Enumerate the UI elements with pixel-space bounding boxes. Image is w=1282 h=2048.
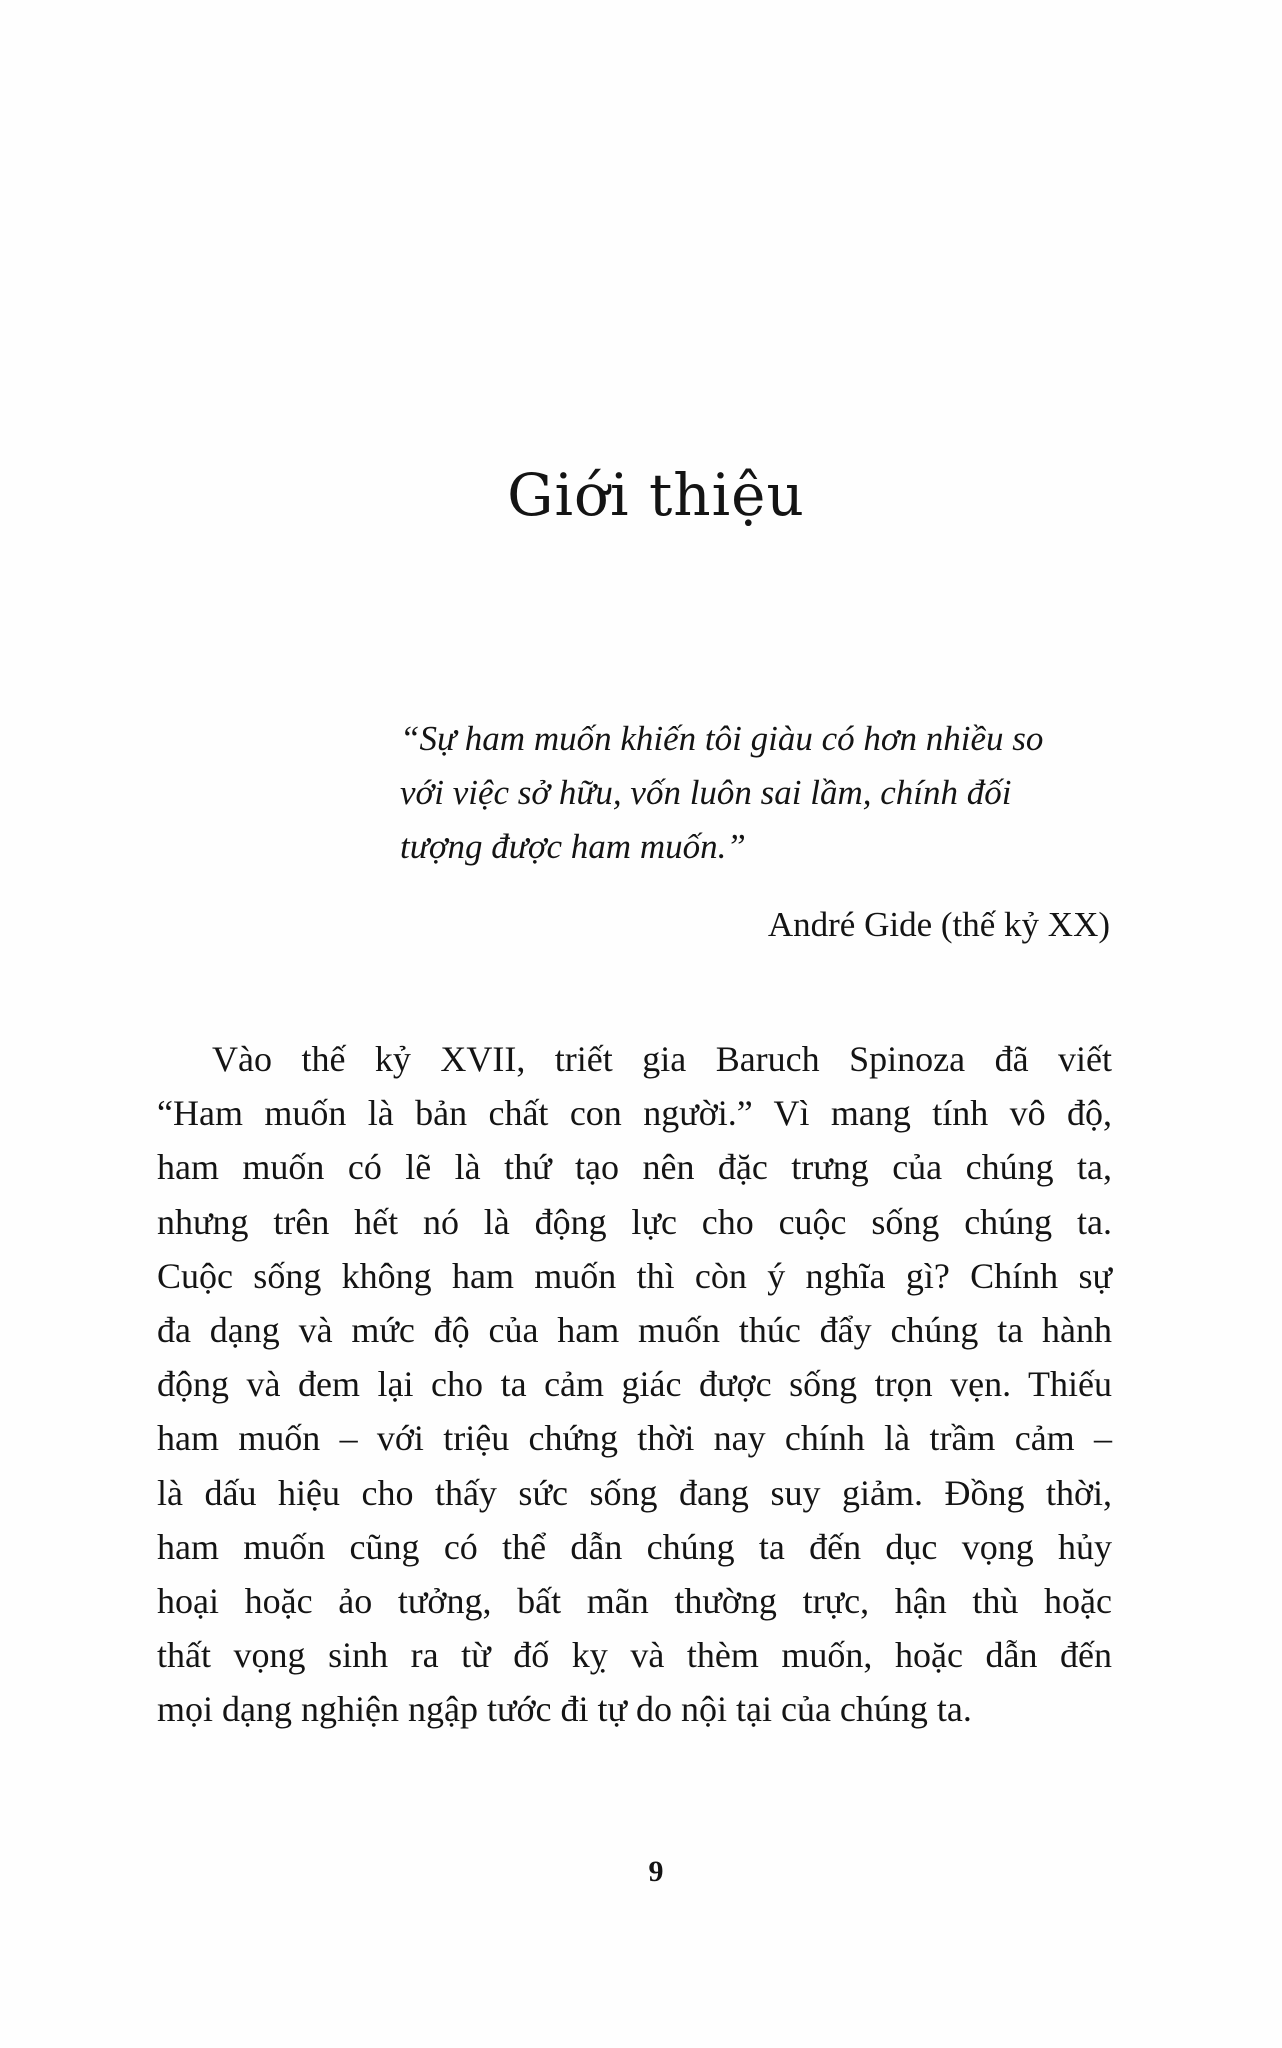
chapter-title: Giới thiệu (507, 461, 805, 529)
body-line: đa dạng và mức độ của ham muốn thúc đẩy chúng ta hành (157, 1310, 1112, 1351)
body-line: thất vọng sinh ra từ đố kỵ và thèm muốn, hoặc dẫn đến (157, 1635, 1112, 1676)
body-line: động và đem lại cho ta cảm giác được sống trọn vẹn. Thiếu (157, 1364, 1112, 1405)
epigraph-quote (400, 712, 1120, 874)
body-line: Cuộc sống không ham muốn thì còn ý nghĩa gì? Chính sự (157, 1255, 1112, 1296)
body-line: nhưng trên hết nó là động lực cho cuộc sống chúng ta. (157, 1201, 1112, 1242)
epigraph (400, 712, 1120, 874)
epigraph-attribution: André Gide (thế kỷ XX) (767, 905, 1110, 944)
body-line: mọi dạng nghiện ngập tước đi tự do nội tại của chúng ta. (157, 1689, 972, 1730)
body-line: là dấu hiệu cho thấy sức sống đang suy giảm. Đồng thời, (157, 1472, 1112, 1513)
body-line: “Ham muốn là bản chất con người.” Vì mang tính vô độ, (157, 1093, 1112, 1134)
body-line: ham muốn có lẽ là thứ tạo nên đặc trưng của chúng ta, (157, 1147, 1112, 1188)
body-line: ham muốn – với triệu chứng thời nay chính là trầm cảm – (157, 1418, 1112, 1459)
epigraph-line: tượng được ham muốn.” (400, 827, 746, 866)
body-line: Vào thế kỷ XVII, triết gia Baruch Spinoza đã viết (212, 1039, 1112, 1079)
body-line: ham muốn cũng có thể dẫn chúng ta đến dục vọng hủy (157, 1526, 1112, 1567)
epigraph-line: với việc sở hữu, vốn luôn sai lầm, chính đối (400, 773, 1012, 812)
page-number: 9 (648, 1855, 664, 1888)
epigraph-line: “Sự ham muốn khiến tôi giàu có hơn nhiều so (400, 719, 1044, 758)
body-line: hoại hoặc ảo tưởng, bất mãn thường trực, hận thù hoặc (157, 1581, 1112, 1622)
body-paragraph (157, 1032, 1112, 1737)
